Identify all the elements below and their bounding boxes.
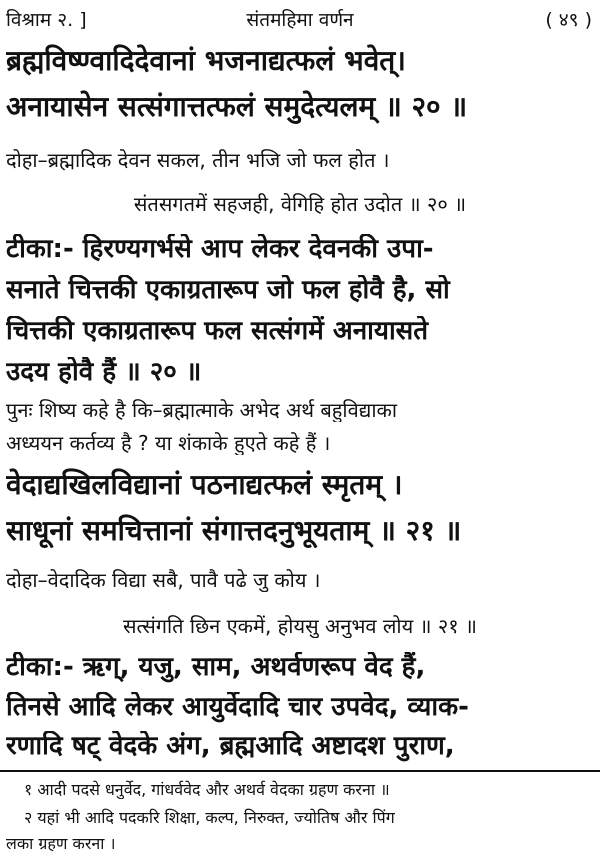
section-marker: विश्राम २. ] (6, 9, 87, 31)
footnote-1: १ आदी पदसे धनुर्वेद, गांधर्ववेद और अथर्व वेदका ग्रहण करना ॥ (24, 780, 390, 799)
verse-21-line-2: साधूनां समचित्तानां संगात्तदनुभूयताम् ॥ २१ ॥ (6, 514, 462, 547)
doha-20-line-2: संतसगतमें सहजही, वेगिहि होत उदोत ॥ २० ॥ (133, 192, 467, 216)
page-number: ( ४९ ) (545, 9, 592, 31)
verse-20-line-2: अनायासेन सत्संगात्तत्फलं समुदेत्यलम् ॥ २० ॥ (6, 90, 468, 123)
page-title: संतमहिमा वर्णन (246, 9, 354, 31)
doha-20-line-1: दोहा–ब्रह्मादिक देवन सकल, तीन भजि जो फल होत । (6, 148, 390, 172)
verse-21-line-1: वेदाद्यखिलविद्यानां पठनाद्यत्फलं स्मृतम् । (6, 468, 403, 501)
page-header (0, 0, 600, 40)
tika-20-line-3: चित्तकी एकाग्रतारूप फल सत्संगमें अनायासते (6, 316, 429, 346)
tika-21-line-2: तिनसे आदि लेकर आयुर्वेदादि चार उपवेद, व्याक- (6, 692, 469, 722)
tika-21-line-3: रणादि षट् वेदके अंग, ब्रह्मआदि अष्टादश पुराण, (6, 731, 455, 761)
question-line-2: अध्ययन कर्तव्य है ? या शंकाके हुएते कहे हैं । (6, 431, 331, 455)
footnote-2-line-1: २ यहां भी आदि पदकरि शिक्षा, कल्प, निरुक्त, ज्योतिष और पिंग (24, 808, 395, 827)
tika-20-line-4: उदय होवै हैं ॥ २० ॥ (6, 357, 202, 387)
verse-20-line-1: ब्रह्मविष्ण्वादिदेवानां भजनाद्यत्फलं भवेत्। (6, 44, 406, 77)
question-line-1: पुनः शिष्य कहे है कि–ब्रह्मात्माके अभेद अर्थ बहुविद्याका (6, 398, 398, 422)
tika-20-line-1: टीका:- हिरण्यगर्भसे आप लेकर देवनकी उपा- (6, 234, 434, 264)
tika-21-line-1: टीका:- ऋग्, यजु, साम, अथर्वणरूप वेद हैं, (6, 652, 426, 682)
doha-21-line-2: सत्संगति छिन एकमें, होयसु अनुभव लोय ॥ २१ ॥ (122, 614, 478, 638)
footnote-divider (0, 770, 600, 772)
tika-20-line-2: सनाते चित्तकी एकाग्रतारूप जो फल होवै है, सो (6, 275, 450, 305)
footnote-2-line-2: लका ग्रहण करना । (6, 834, 116, 853)
doha-21-line-1: दोहा–वेदादिक विद्या सबै, पावै पढे जु कोय । (6, 568, 321, 592)
